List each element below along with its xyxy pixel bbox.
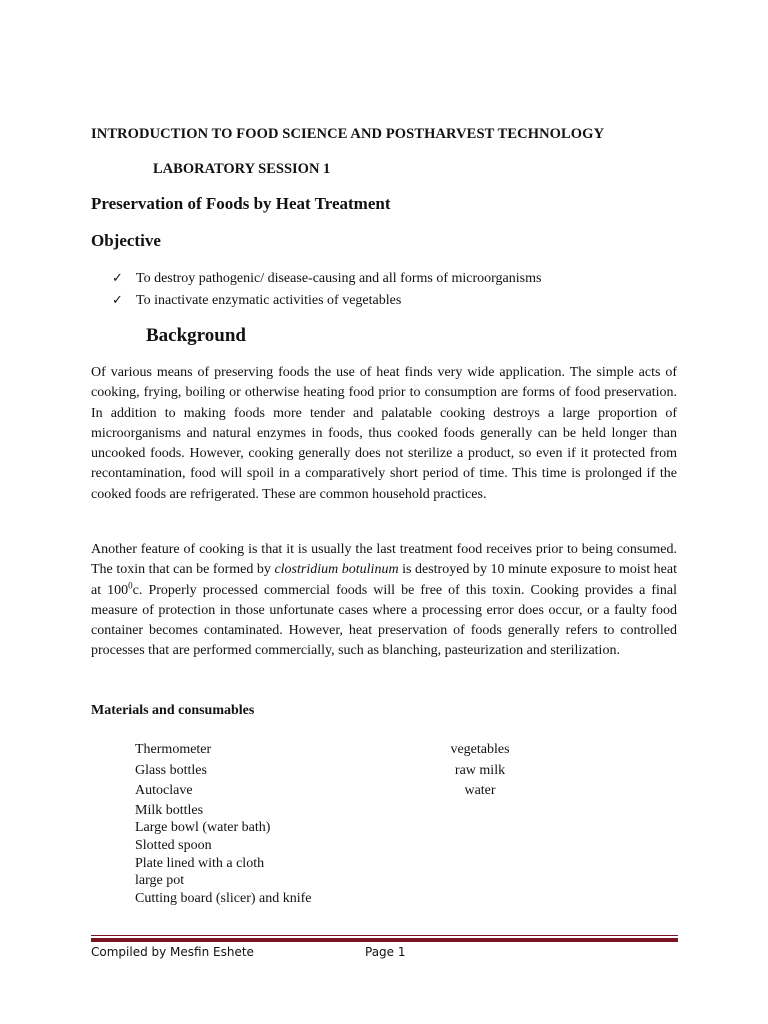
material-item: Large bowl (water bath)	[135, 820, 271, 836]
paragraph-2-text-a: Another feature of cooking is that it is usually the last treatment food receives prior to being consumed. The toxin that can be formed by	[91, 542, 677, 578]
organism-name: clostridium botulinum	[274, 562, 399, 578]
background-heading: Background	[146, 325, 246, 346]
objective-item-text: To inactivate enzymatic activities of vegetables	[136, 293, 402, 308]
material-item: Slotted spoon	[135, 837, 212, 853]
material-item: Thermometer	[135, 742, 212, 757]
materials-list-right	[420, 740, 540, 802]
objective-heading: Objective	[91, 231, 161, 250]
objective-item	[112, 290, 541, 312]
material-item: Glass bottles	[135, 762, 207, 778]
checkmark-icon: ✓	[112, 293, 123, 308]
footer-rule-thin	[91, 935, 678, 936]
course-title: INTRODUCTION TO FOOD SCIENCE AND POSTHARVEST TECHNOLOGY	[91, 126, 605, 142]
background-paragraph-1: Of various means of preserving foods the use of heat finds very wide application. The simple acts of cooking, frying, boiling or otherwise heating food prior to consumption are forms of food preservation. In addition to making foods more tender and palatable cooking destroys a large proportion of microorganisms and natural enzymes in foods, thus cooked foods generally can be held longer than uncooked foods. However, cooking generally does not sterilize a product, so even if it protected from recontamination, food will spoil in a comparatively short period of time. This time is prolonged if the cooked foods are refrigerated. These are common household practices.	[91, 365, 677, 502]
material-item: large pot	[135, 873, 185, 889]
degree-superscript: 0	[128, 579, 133, 590]
consumable-item: vegetables	[450, 742, 510, 757]
footer-rule-thick	[91, 938, 678, 942]
checkmark-icon: ✓	[112, 271, 123, 286]
main-heading: Preservation of Foods by Heat Treatment	[91, 194, 391, 213]
materials-list-left	[135, 740, 312, 908]
consumable-item: water	[464, 783, 496, 798]
material-item: Milk bottles	[135, 802, 204, 818]
session-title: LABORATORY SESSION 1	[153, 161, 331, 177]
paragraph-2-text-c: c. Properly processed commercial foods will be free of this toxin. Cooking provides a final measure of protection in those unfortunate cases where a processing error does occur, or a faulty food container becomes contaminated. However, heat preservation of foods generally refers to controlled processes that are performed commercially, such as blanching, pasteurization and sterilization.	[91, 582, 677, 659]
objective-item-text: To destroy pathogenic/ disease-causing and all forms of microorganisms	[136, 271, 542, 286]
material-item: Cutting board (slicer) and knife	[135, 890, 312, 906]
material-item: Plate lined with a cloth	[135, 855, 265, 871]
footer-page-number: Page 1	[365, 945, 406, 959]
material-item: Autoclave	[135, 783, 193, 798]
footer-author: Compiled by Mesfin Eshete	[91, 945, 254, 959]
objective-list	[112, 268, 541, 312]
background-paragraph-2	[91, 540, 677, 662]
objective-item	[112, 268, 541, 290]
materials-heading: Materials and consumables	[91, 703, 255, 718]
consumable-item: raw milk	[454, 762, 506, 778]
paragraph-2-text-b: is destroyed by 10 minute exposure to moist heat at 100	[91, 562, 678, 598]
